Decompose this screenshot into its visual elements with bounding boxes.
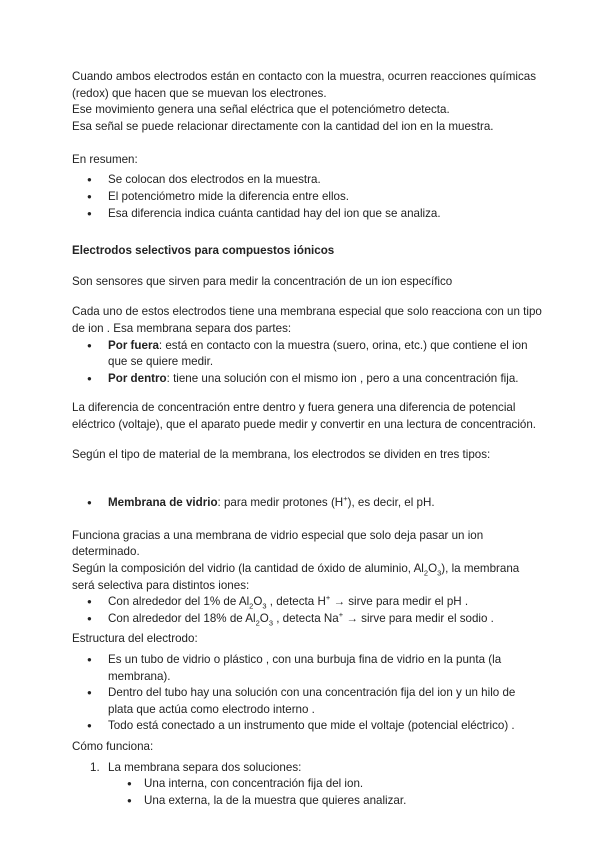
how-label: Cómo funciona: [72, 739, 154, 753]
subscript: 3 [437, 568, 442, 578]
list-item [72, 611, 542, 628]
intro-paragraph-1: Cuando ambos electrodos están en contacto con la muestra, ocurren reacciones químicas (redox) que hacen que se muevan los electrones. [72, 70, 537, 100]
list-item: ● Esa diferencia indica cuánta cantidad hay del ion que se analiza. [72, 206, 542, 223]
glass-paragraph-2 [72, 561, 542, 594]
sub-list [108, 776, 542, 809]
subscript: 3 [262, 601, 267, 611]
list-item [72, 760, 542, 810]
intro-paragraph-2: Ese movimiento genera una señal eléctrica que el potenciómetro detecta. [72, 103, 450, 117]
glass-list [72, 495, 542, 512]
list-item: ● Dentro del tubo hay una solución con una concentración fija del ion y un hilo de plata que actúa como electrodo interno . [72, 685, 542, 718]
list-item: ● El potenciómetro mide la diferencia entre ellos. [72, 189, 542, 206]
intro-paragraph-3: Esa señal se puede relacionar directamente con la cantidad del ion en la muestra. [72, 119, 494, 133]
text: O [428, 561, 438, 575]
subscript: 2 [255, 618, 260, 628]
list-item: ● Una interna, con concentración fija del ion. [108, 776, 542, 793]
glass-text: ), es decir, el pH. [347, 496, 435, 510]
step-text: La membrana separa dos soluciones: [108, 760, 302, 774]
glass-term: Membrana de vidrio [108, 496, 218, 510]
part-term: Por fuera [108, 338, 159, 352]
list-item: ● Es un tubo de vidrio o plástico , con una burbuja fina de vidrio en la punta (la membrana). [72, 652, 542, 685]
text: , detecta H [266, 595, 326, 609]
structure-label: Estructura del electrodo: [72, 632, 198, 646]
difference-paragraph: La diferencia de concentración entre dentro y fuera genera una diferencia de potencial eléctrico (voltaje), que el aparato puede medir y convertir en una lectura de concentración. [72, 401, 537, 431]
list-item [72, 371, 542, 388]
subscript: 3 [268, 618, 273, 628]
subscript: 2 [423, 568, 429, 578]
superscript: + [338, 609, 344, 619]
glass-text: : para medir protones (H [217, 496, 344, 510]
text: Según la composición del vidrio (la cantidad de óxido de aluminio, Al [72, 561, 424, 575]
superscript: + [343, 494, 348, 504]
list-item [72, 338, 542, 371]
part-text: : está en contacto con la muestra (suero, orina, etc.) que contiene el ion que se quiere medir. [108, 338, 528, 369]
list-item: ● Una externa, la de la muestra que quieres analizar. [108, 793, 542, 810]
list-item: ● Todo está conectado a un instrumento que mide el voltaje (potencial eléctrico) . [72, 718, 542, 735]
superscript: + [325, 593, 331, 603]
text: → sirve para medir el pH . [330, 595, 469, 609]
text: Con alrededor del 18% de Al [108, 611, 256, 625]
definition-paragraph: Son sensores que sirven para medir la concentración de un ion específico [72, 274, 453, 288]
part-text: : tiene una solución con el mismo ion , pero a una concentración fija. [166, 371, 519, 385]
text: O [259, 611, 269, 625]
types-intro: Según el tipo de material de la membrana, los electrodos se dividen en tres tipos: [72, 447, 491, 461]
text: Con alrededor del 1% de Al [108, 595, 250, 609]
text: → sirve para medir el sodio . [343, 611, 494, 625]
structure-list [72, 652, 542, 735]
parts-list [72, 338, 542, 388]
summary-list [72, 172, 542, 222]
list-item: ● Se colocan dos electrodos en la muestra. [72, 172, 542, 189]
subscript: 2 [249, 601, 254, 611]
summary-label: En resumen: [72, 152, 138, 166]
step-number: 1. [90, 760, 100, 774]
text: ), la membrana será selectiva para distintos iones: [72, 561, 520, 592]
document-page [72, 69, 542, 809]
list-item [72, 594, 542, 611]
list-item [72, 495, 542, 512]
how-steps [72, 760, 542, 810]
glass-paragraph-1: Funciona gracias a una membrana de vidrio especial que solo deja pasar un ion determinado. [72, 528, 484, 559]
section-heading: Electrodos selectivos para compuestos iónicos [72, 244, 335, 258]
part-term: Por dentro [108, 371, 167, 385]
selectivity-list [72, 594, 542, 627]
text: , detecta Na [272, 611, 339, 625]
text: O [253, 595, 263, 609]
membrane-intro: Cada uno de estos electrodos tiene una membrana especial que solo reacciona con un tipo de ion . Esa membrana separa dos partes: [72, 305, 542, 336]
